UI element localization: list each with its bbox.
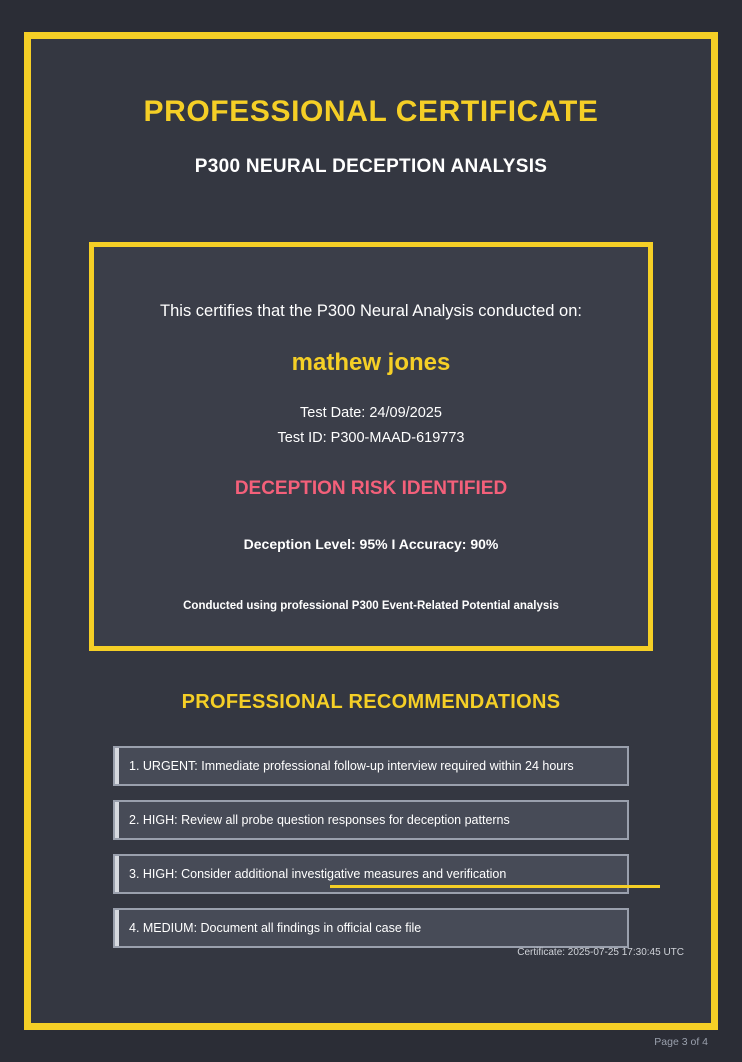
page-subtitle: P300 NEURAL DECEPTION ANALYSIS — [194, 156, 548, 177]
list-item-label: 3. HIGH: Consider additional investigative measures and verification — [129, 867, 507, 881]
accent-bar — [115, 802, 119, 838]
recommendations-title: PROFESSIONAL RECOMMENDATIONS — [181, 691, 561, 713]
list-item — [113, 854, 629, 894]
page-number: Page 3 of 4 — [654, 1036, 708, 1048]
test-date: Test Date: 24/09/2025 — [300, 405, 442, 421]
subject-name: mathew jones — [291, 349, 451, 376]
certificate-outer-frame — [24, 32, 718, 1030]
list-item-label: 1. URGENT: Immediate professional follow-up interview required within 24 hours — [129, 759, 574, 773]
test-id: Test ID: P300-MAAD-619773 — [277, 430, 465, 446]
certifies-statement: This certifies that the P300 Neural Analysis conducted on: — [160, 302, 582, 320]
certificate-details-panel — [89, 242, 653, 651]
accent-bar — [115, 910, 119, 946]
divider-accent — [330, 885, 660, 888]
list-item-label: 2. HIGH: Review all probe question responses for deception patterns — [129, 813, 510, 827]
certificate-stamp: Certificate: 2025-07-25 17:30:45 UTC — [517, 947, 684, 958]
list-item — [113, 800, 629, 840]
certificate-content — [31, 39, 711, 1023]
method-note: Conducted using professional P300 Event-Related Potential analysis — [183, 600, 559, 612]
list-item — [113, 908, 629, 948]
page-title: PROFESSIONAL CERTIFICATE — [143, 95, 599, 128]
list-item — [113, 746, 629, 786]
accent-bar — [115, 856, 119, 892]
status-badge: DECEPTION RISK IDENTIFIED — [234, 478, 508, 499]
accent-bar — [115, 748, 119, 784]
deception-levels: Deception Level: 95% I Accuracy: 90% — [243, 536, 499, 552]
recommendations-list — [113, 746, 629, 948]
list-item-label: 4. MEDIUM: Document all findings in official case file — [129, 921, 422, 935]
